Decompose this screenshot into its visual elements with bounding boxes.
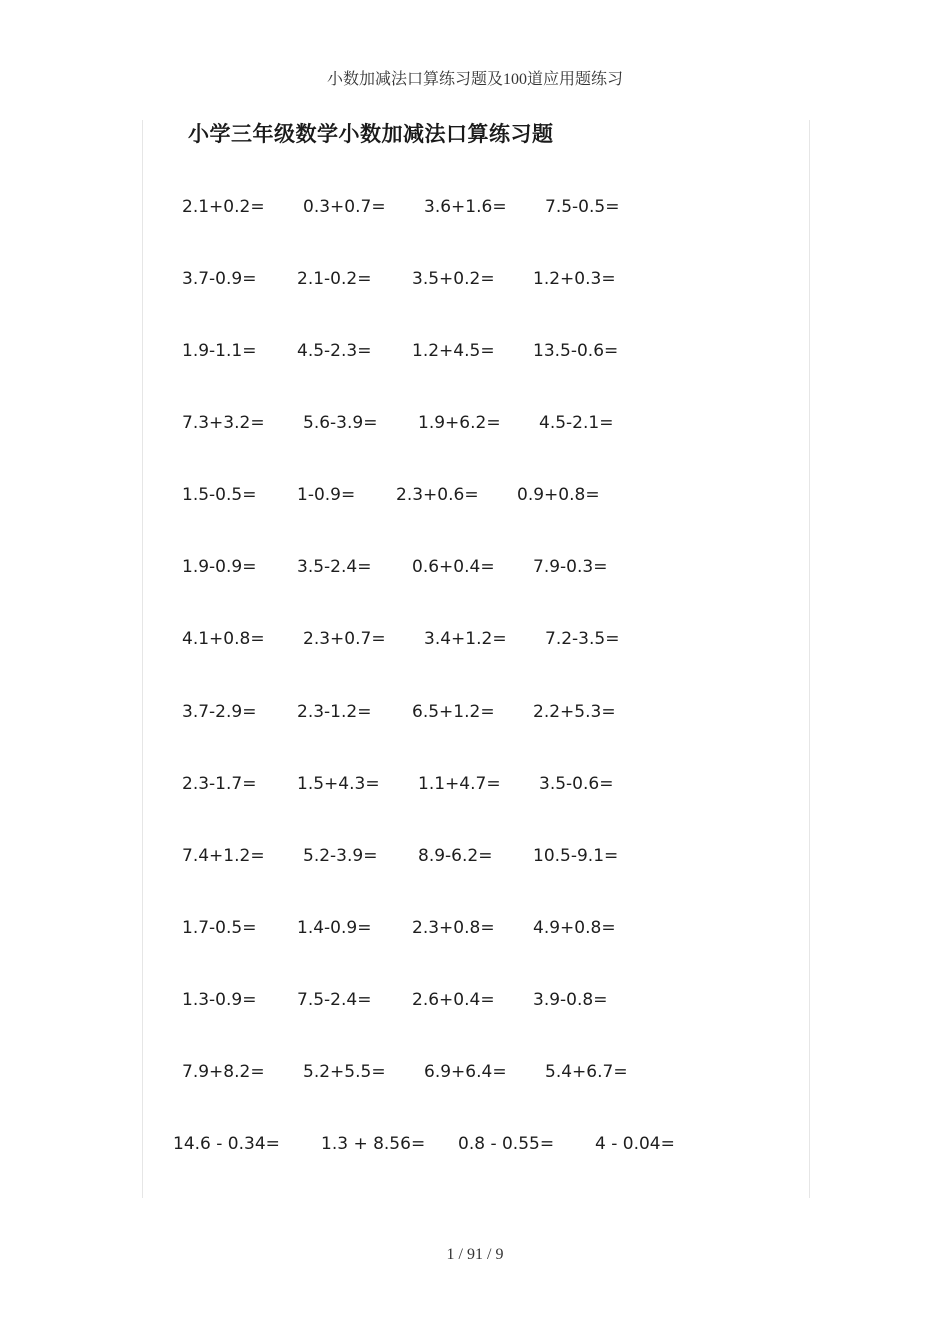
problem-item: 1.9-1.1= bbox=[182, 341, 257, 361]
problem-item: 2.1+0.2= bbox=[182, 197, 265, 217]
problem-item: 13.5-0.6= bbox=[533, 341, 619, 361]
problem-item: 7.9+8.2= bbox=[182, 1062, 265, 1082]
problem-item: 1.5+4.3= bbox=[297, 774, 380, 794]
problem-item: 6.5+1.2= bbox=[412, 702, 495, 722]
problem-item: 1.4-0.9= bbox=[297, 918, 372, 938]
problem-item: 5.4+6.7= bbox=[545, 1062, 628, 1082]
problem-item: 5.6-3.9= bbox=[303, 413, 378, 433]
problem-item: 5.2+5.5= bbox=[303, 1062, 386, 1082]
page-header: 小数加减法口算练习题及100道应用题练习 bbox=[326, 71, 623, 88]
problem-item: 0.9+0.8= bbox=[517, 485, 600, 505]
problem-item: 7.5-0.5= bbox=[545, 197, 620, 217]
problem-item: 14.6 - 0.34= bbox=[173, 1134, 280, 1154]
problem-item: 2.3-1.2= bbox=[297, 702, 372, 722]
problem-item: 7.3+3.2= bbox=[182, 413, 265, 433]
problem-item: 1-0.9= bbox=[297, 485, 356, 505]
page-number: 1 / 91 / 9 bbox=[446, 1246, 504, 1263]
problem-item: 4.5-2.1= bbox=[539, 413, 614, 433]
problem-item: 2.3+0.8= bbox=[412, 918, 495, 938]
problem-item: 0.8 - 0.55= bbox=[458, 1134, 555, 1154]
problem-item: 8.9-6.2= bbox=[418, 846, 493, 866]
problem-item: 1.9-0.9= bbox=[182, 557, 257, 577]
problem-item: 2.2+5.3= bbox=[533, 702, 616, 722]
problem-item: 2.1-0.2= bbox=[297, 269, 372, 289]
problem-item: 1.7-0.5= bbox=[182, 918, 257, 938]
problem-item: 1.2+0.3= bbox=[533, 269, 616, 289]
problem-item: 10.5-9.1= bbox=[533, 846, 619, 866]
problem-item: 3.5-0.6= bbox=[539, 774, 614, 794]
problem-item: 7.9-0.3= bbox=[533, 557, 608, 577]
problem-item: 3.5+0.2= bbox=[412, 269, 495, 289]
page-title: 小学三年级数学小数加减法口算练习题 bbox=[188, 122, 554, 146]
problem-item: 5.2-3.9= bbox=[303, 846, 378, 866]
problem-item: 1.5-0.5= bbox=[182, 485, 257, 505]
problem-item: 0.6+0.4= bbox=[412, 557, 495, 577]
problem-item: 1.1+4.7= bbox=[418, 774, 501, 794]
problem-item: 7.2-3.5= bbox=[545, 629, 620, 649]
problem-item: 2.3+0.7= bbox=[303, 629, 386, 649]
problem-item: 3.7-0.9= bbox=[182, 269, 257, 289]
problem-item: 3.4+1.2= bbox=[424, 629, 507, 649]
problem-item: 2.3-1.7= bbox=[182, 774, 257, 794]
problem-item: 4.5-2.3= bbox=[297, 341, 372, 361]
problem-item: 2.3+0.6= bbox=[396, 485, 479, 505]
problem-item: 3.6+1.6= bbox=[424, 197, 507, 217]
problem-item: 4 - 0.04= bbox=[595, 1134, 675, 1154]
problem-item: 1.2+4.5= bbox=[412, 341, 495, 361]
problem-item: 6.9+6.4= bbox=[424, 1062, 507, 1082]
problem-item: 2.6+0.4= bbox=[412, 990, 495, 1010]
problem-item: 3.7-2.9= bbox=[182, 702, 257, 722]
problem-item: 3.5-2.4= bbox=[297, 557, 372, 577]
problem-item: 3.9-0.8= bbox=[533, 990, 608, 1010]
problem-item: 7.4+1.2= bbox=[182, 846, 265, 866]
problem-item: 4.9+0.8= bbox=[533, 918, 616, 938]
problem-item: 7.5-2.4= bbox=[297, 990, 372, 1010]
problem-item: 1.9+6.2= bbox=[418, 413, 501, 433]
problem-item: 4.1+0.8= bbox=[182, 629, 265, 649]
problem-item: 1.3 + 8.56= bbox=[321, 1134, 426, 1154]
problem-item: 1.3-0.9= bbox=[182, 990, 257, 1010]
problem-item: 0.3+0.7= bbox=[303, 197, 386, 217]
